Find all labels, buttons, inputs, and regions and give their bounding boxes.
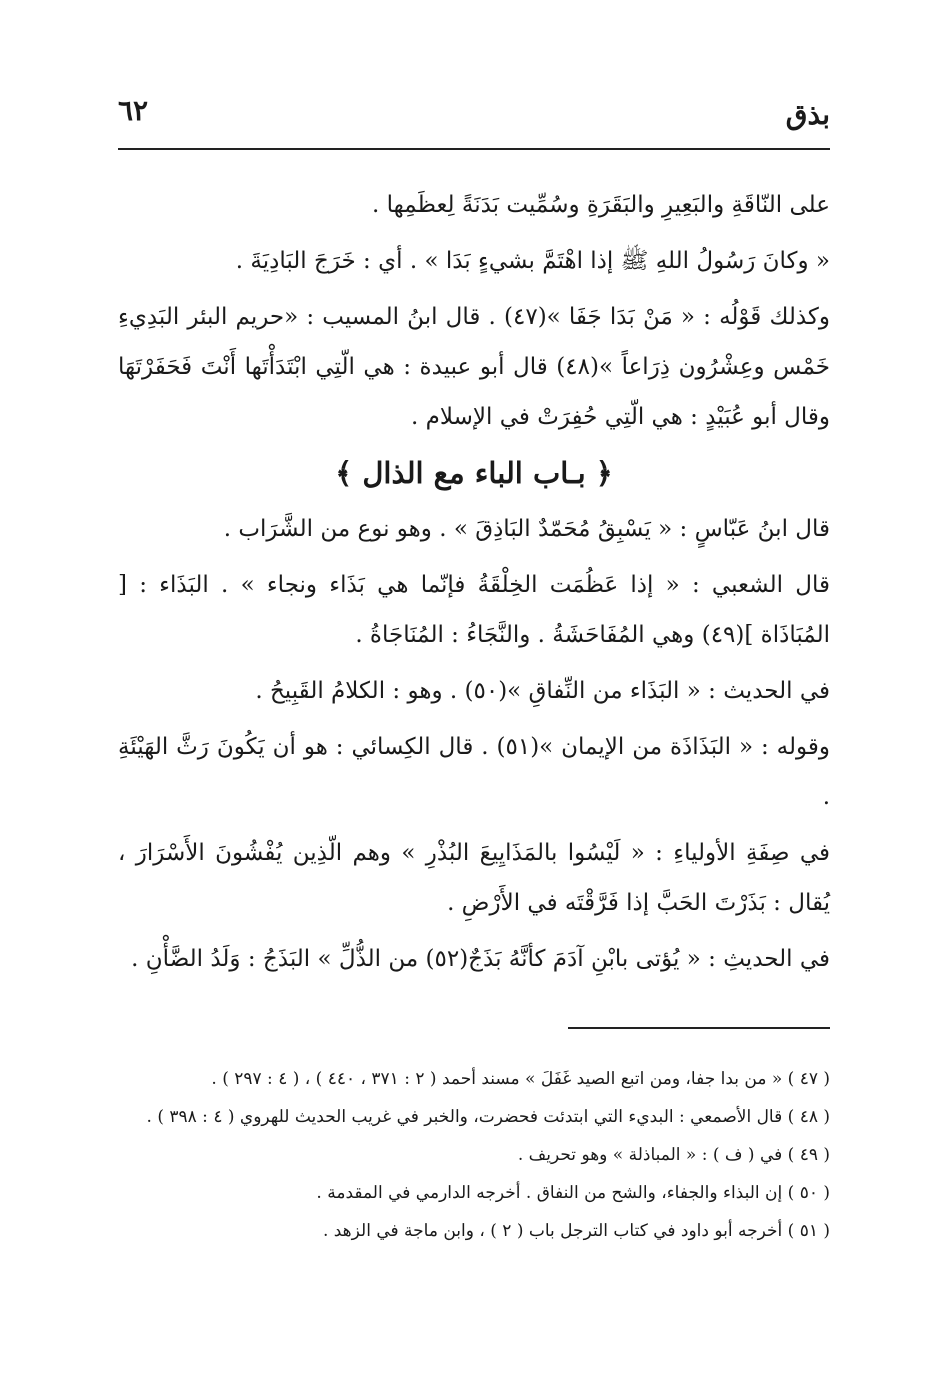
section-title: ﴿ بـاب الباء مع الذال ﴾ (335, 456, 613, 490)
footnote: ( ٥١ ) أخرجه أبو داود في كتاب الترجل باب ( ٢ ) ، وابن ماجة في الزهد . (322, 1221, 830, 1241)
footnote: ( ٤٨ ) قال الأصمعي : البديء التي ابتدئت فحضرت، والخبر في غريب الحديث للهروي ( ٤ : ٣٩٨ ) . (146, 1107, 830, 1127)
paragraph: في الحديث : « البَذَاء من النِّفاقِ »(٥٠) . وهو : الكلامُ القَبِيحُ . (255, 678, 830, 704)
main-text (118, 180, 830, 990)
footnote: ( ٤٩ ) في ( ف ) : « المباذلة » وهو تحريف . (517, 1145, 830, 1165)
paragraph: في الحديثِ : « يُؤتى بابْنِ آدَمَ كأنَّهُ بَذَجٌ(٥٢) من الذُّلِّ » البَذَجُ : وَلَدُ الضَّأْنِ . (131, 946, 830, 972)
paragraph: قال الشعبي : « إذا عَظُمَت الخِلْقَةُ فإنّما هي بَذَاء ونجاء » . البَذَاء : [ المُبَاذَاة ](٤٩) وهي المُفَاحَشَةُ . والنَّجَاءُ : المُنَاجَاةُ . (118, 572, 830, 648)
paragraph: وكذلك قَوْلُه : « مَنْ بَدَا جَفَا »(٤٧) . قال ابنُ المسيب : «حريم البئر البَدِيءِ خَمْس وعِشْرُون ذِرَاعاً »(٤٨) قال أبو عبيدة : هي الّتِي ابْتَدَأْتَها أَنْتَ فَحَفَرْتَهَا وقال أبو عُبَيْدٍ : هي الّتِي حُفِرَتْ في الإسلام . (118, 304, 830, 430)
footnote: ( ٤٧ ) « من بدا جفا، ومن اتبع الصيد غَفَلَ » مسند أحمد ( ٢ : ٣٧١ ، ٤٤٠ ) ، ( ٤ : ٢٩٧ ) . (211, 1069, 830, 1089)
footnote-divider (568, 1027, 830, 1029)
paragraph: « وكانَ رَسُولُ اللهِ ﷺ إذا اهْتَمَّ بشيءٍ بَدَا » . أي : خَرَجَ البَادِيَةَ . (235, 248, 830, 274)
paragraph: قال ابنُ عَبّاسٍ : « يَسْبِقُ مُحَمّدٌ البَاذِقَ » . وهو نوع من الشَّرَاب . (223, 516, 830, 542)
paragraph: في صِفَةِ الأولياءِ : « لَيْسُوا بالمَذَايِيعَ البُذْرِ » وهم الّذِين يُفْشُونَ الأَسْرَارَ ، يُقال : بَذَرْتَ الحَبَّ إذا فَرَّقْتَه في الأَرْضِ . (118, 840, 830, 916)
running-head: بذق (785, 98, 830, 131)
page-number: ٦٢ (118, 94, 149, 127)
page-header (118, 88, 830, 150)
footnote: ( ٥٠ ) إن البذاء والجفاء، والشح من النفاق . أخرجه الدارمي في المقدمة . (316, 1183, 830, 1203)
footnotes (118, 1060, 830, 1250)
paragraph: على النّاقَةِ والبَعِيرِ والبَقَرَةِ وسُمِّيت بَدَنَةً لِعظَمِها . (372, 192, 830, 218)
paragraph: وقوله : « البَذَاذَة من الإيمان »(٥١) . قال الكِسائي : هو أن يَكُونَ رَثَّ الهَيْئَةِ . (118, 734, 830, 810)
